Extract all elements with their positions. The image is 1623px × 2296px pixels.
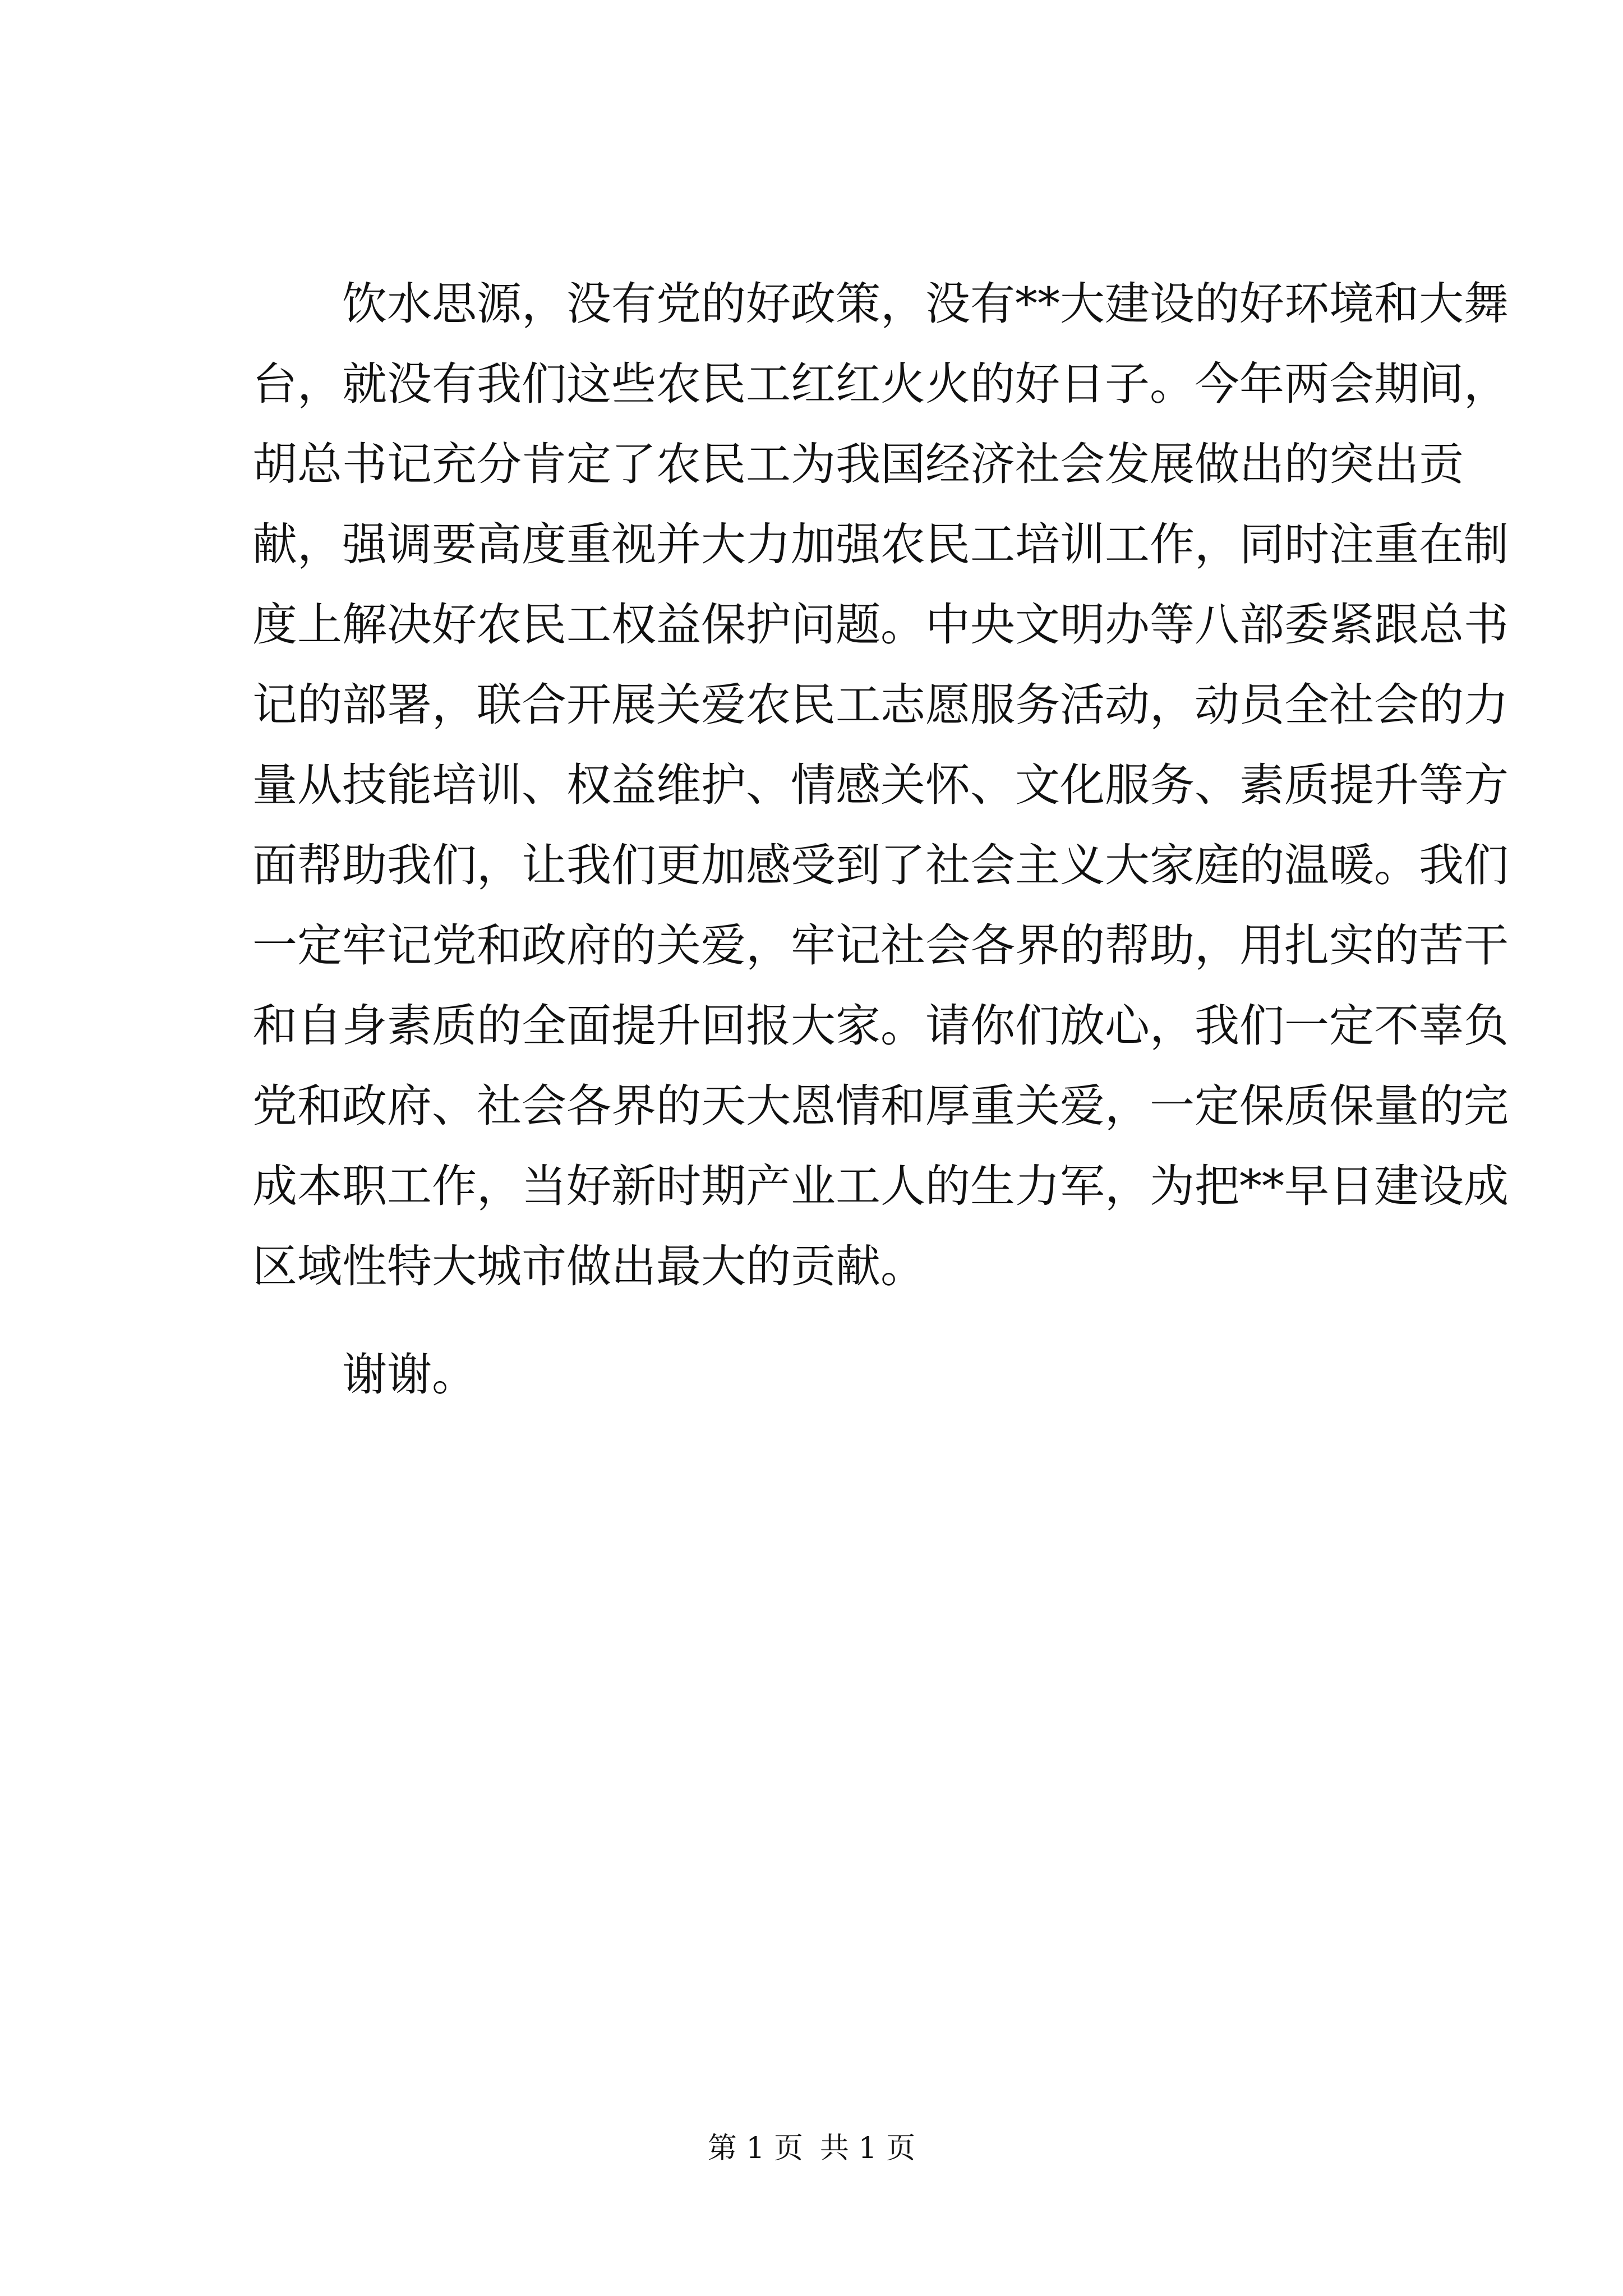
paragraph-line: 一定牢记党和政府的关爱，牢记社会各界的帮助，用扎实的苦干 [252, 919, 1509, 972]
paragraph-line: 台，就没有我们这些农民工红红火火的好日子。今年两会期间， [252, 358, 1509, 410]
closing-text: 谢谢。 [342, 1349, 477, 1401]
page-number-total: 共 1 页 [820, 2132, 916, 2165]
paragraph-line: 和自身素质的全面提升回报大家。请你们放心，我们一定不辜负 [252, 1000, 1509, 1052]
paragraph-line: 面帮助我们，让我们更加感受到了社会主义大家庭的温暖。我们 [252, 839, 1509, 891]
paragraph-line: 记的部署，联合开展关爱农民工志愿服务活动，动员全社会的力 [252, 679, 1509, 731]
paragraph-line: 胡总书记充分肯定了农民工为我国经济社会发展做出的突出贡 [252, 438, 1464, 490]
body-paragraph [252, 264, 1509, 1415]
paragraph-line: 量从技能培训、权益维护、情感关怀、文化服务、素质提升等方 [252, 759, 1509, 811]
page-footer [0, 2129, 1623, 2168]
paragraph-line: 度上解决好农民工权益保护问题。中央文明办等八部委紧跟总书 [252, 599, 1509, 651]
paragraph-line: 党和政府、社会各界的天大恩情和厚重关爱，一定保质保量的完 [252, 1080, 1509, 1132]
paragraph-line: 献，强调要高度重视并大力加强农民工培训工作，同时注重在制 [252, 518, 1509, 570]
paragraph-line: 区域性特大城市做出最大的贡献。 [252, 1240, 925, 1292]
paragraph-line: 成本职工作，当好新时期产业工人的生力军，为把**早日建设成 [252, 1160, 1509, 1212]
page-number-current: 第 1 页 [707, 2132, 803, 2165]
paragraph-line: 饮水思源，没有党的好政策，没有**大建设的好环境和大舞 [342, 278, 1509, 330]
